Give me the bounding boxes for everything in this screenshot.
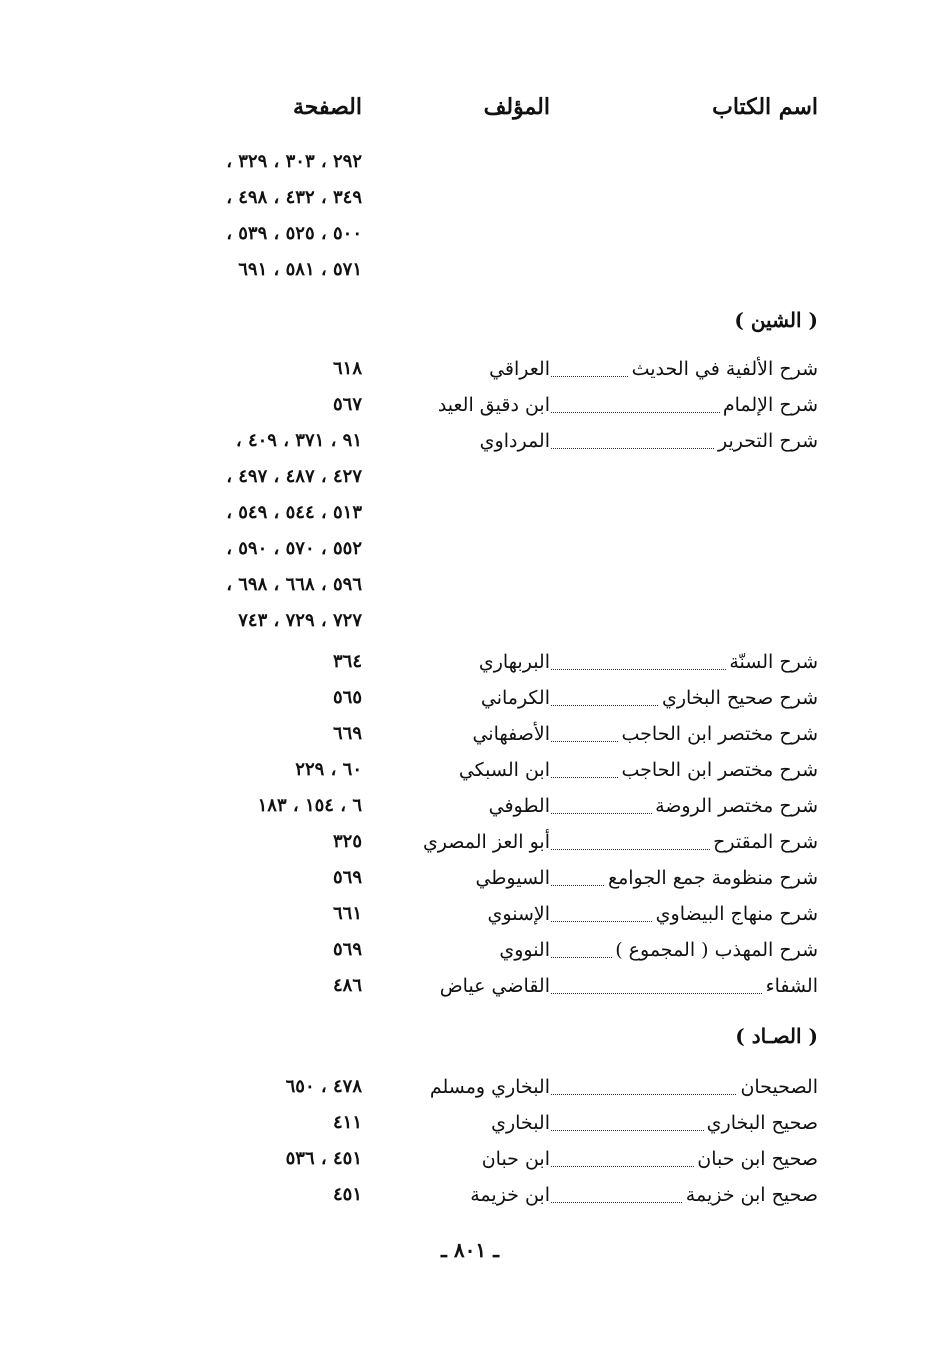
book-title: شرح السنّة (726, 651, 818, 673)
book-cell (548, 717, 818, 751)
author-name: المرداوي (479, 430, 550, 452)
page-list: ٤١١ (332, 1112, 362, 1133)
book-cell (548, 681, 818, 715)
author-cell (400, 645, 550, 679)
author-name: النووي (499, 939, 550, 961)
book-cell (548, 388, 818, 422)
book-title: شرح مختصر الروضة (652, 795, 818, 817)
page-number: ـ ٨٠١ ـ (441, 1238, 499, 1262)
book-title: شرح مختصر ابن الحاجب (619, 723, 818, 745)
author-cell (400, 861, 550, 895)
author-cell (400, 388, 550, 422)
page-list: ٢٩٢ ، ٣٠٣ ، ٣٢٩ ، (226, 151, 362, 172)
author-cell (400, 717, 550, 751)
author-name: الكرماني (480, 687, 550, 709)
header-book-name: اسم الكتاب (712, 94, 818, 120)
page-list: ٧٢٧ ، ٧٢٩ ، ٧٤٣ (238, 610, 362, 631)
book-title: الشفاء (763, 975, 818, 997)
author-name: أبو العز المصري (422, 831, 550, 853)
author-name: ابن السبكي (458, 759, 550, 781)
author-name: البخاري ومسلم (429, 1076, 550, 1098)
page-list: ٦٠ ، ٢٢٩ (295, 759, 362, 780)
book-title: شرح المهذب ( المجموع ) (612, 939, 818, 961)
page-list: ٦ ، ١٥٤ ، ١٨٣ (257, 795, 362, 816)
page-list: ٤٢٧ ، ٤٨٧ ، ٤٩٧ ، (226, 466, 362, 487)
book-title: صحيح ابن خزيمة (683, 1184, 818, 1206)
book-title: شرح مختصر ابن الحاجب (619, 759, 818, 781)
book-title: الصحيحان (737, 1076, 818, 1098)
book-cell (548, 825, 818, 859)
page-list: ٥٦٥ (332, 687, 362, 708)
author-cell (400, 789, 550, 823)
book-title: شرح الإلمام (720, 394, 818, 416)
author-cell (400, 424, 550, 458)
author-name: البخاري (491, 1112, 550, 1134)
book-cell (548, 645, 818, 679)
header-author: المؤلف (483, 94, 550, 120)
author-name: ابن دقيق العيد (437, 394, 550, 416)
page-list: ٤٥١ ، ٥٣٦ (285, 1148, 362, 1169)
book-cell (548, 1070, 818, 1104)
page-list: ٩١ ، ٣٧١ ، ٤٠٩ ، (235, 430, 362, 451)
page-list: ٤٧٨ ، ٦٥٠ (285, 1076, 362, 1097)
author-cell (400, 681, 550, 715)
author-cell (400, 1106, 550, 1140)
page-list: ٥٧١ ، ٥٨١ ، ٦٩١ (238, 259, 362, 280)
section-heading-shin: ( الشين ) (734, 308, 818, 332)
page-list: ٣٤٩ ، ٤٣٢ ، ٤٩٨ ، (226, 187, 362, 208)
author-name: الطوفي (488, 795, 550, 817)
header-pages: الصفحة (292, 94, 362, 120)
page-list: ٥٦٩ (332, 867, 362, 888)
section-heading-sad: ( الصـاد ) (735, 1024, 818, 1048)
author-name: ابن حبان (481, 1148, 550, 1170)
page-list: ٥٠٠ ، ٥٢٥ ، ٥٣٩ ، (226, 223, 362, 244)
page-list: ٤٥١ (332, 1184, 362, 1205)
author-name: الإسنوي (487, 903, 550, 925)
author-name: ابن خزيمة (470, 1184, 550, 1206)
author-cell (400, 825, 550, 859)
page-list: ٦١٨ (332, 358, 362, 379)
page-list: ٥٦٩ (332, 939, 362, 960)
author-name: القاضي عياض (439, 975, 550, 997)
author-cell (400, 1070, 550, 1104)
page-list: ٤٨٦ (332, 975, 362, 996)
author-cell (400, 969, 550, 1003)
page-list: ٣٢٥ (332, 831, 362, 852)
page-list: ٥١٣ ، ٥٤٤ ، ٥٤٩ ، (226, 502, 362, 523)
page-list: ٥٦٧ (332, 394, 362, 415)
book-title: شرح المقترح (710, 831, 818, 853)
book-cell (548, 352, 818, 386)
book-title: شرح منهاج البيضاوي (653, 903, 818, 925)
book-title: صحيح ابن حبان (694, 1148, 818, 1170)
author-name: السيوطي (475, 867, 550, 889)
page-list: ٣٦٤ (332, 651, 362, 672)
book-cell (548, 753, 818, 787)
page-list: ٥٥٢ ، ٥٧٠ ، ٥٩٠ ، (226, 538, 362, 559)
author-cell (400, 753, 550, 787)
author-cell (400, 1142, 550, 1176)
author-name: الأصفهاني (472, 723, 550, 745)
book-cell (548, 1142, 818, 1176)
book-cell (548, 861, 818, 895)
book-cell (548, 969, 818, 1003)
book-cell (548, 789, 818, 823)
page-list: ٦٦٩ (332, 723, 362, 744)
author-cell (400, 897, 550, 931)
book-cell (548, 1106, 818, 1140)
book-title: صحيح البخاري (704, 1112, 818, 1134)
page-list: ٥٩٦ ، ٦٦٨ ، ٦٩٨ ، (226, 574, 362, 595)
book-cell (548, 1178, 818, 1212)
page-list: ٦٦١ (332, 903, 362, 924)
book-title: شرح منظومة جمع الجوامع (605, 867, 818, 889)
book-cell (548, 897, 818, 931)
book-title: شرح الألفية في الحديث (629, 358, 818, 380)
book-cell (548, 424, 818, 458)
author-cell (400, 352, 550, 386)
book-cell (548, 933, 818, 967)
book-title: شرح صحيح البخاري (659, 687, 818, 709)
book-title: شرح التحرير (715, 430, 818, 452)
author-name: البربهاري (478, 651, 550, 673)
author-cell (400, 933, 550, 967)
author-name: العراقي (489, 358, 550, 380)
author-cell (400, 1178, 550, 1212)
